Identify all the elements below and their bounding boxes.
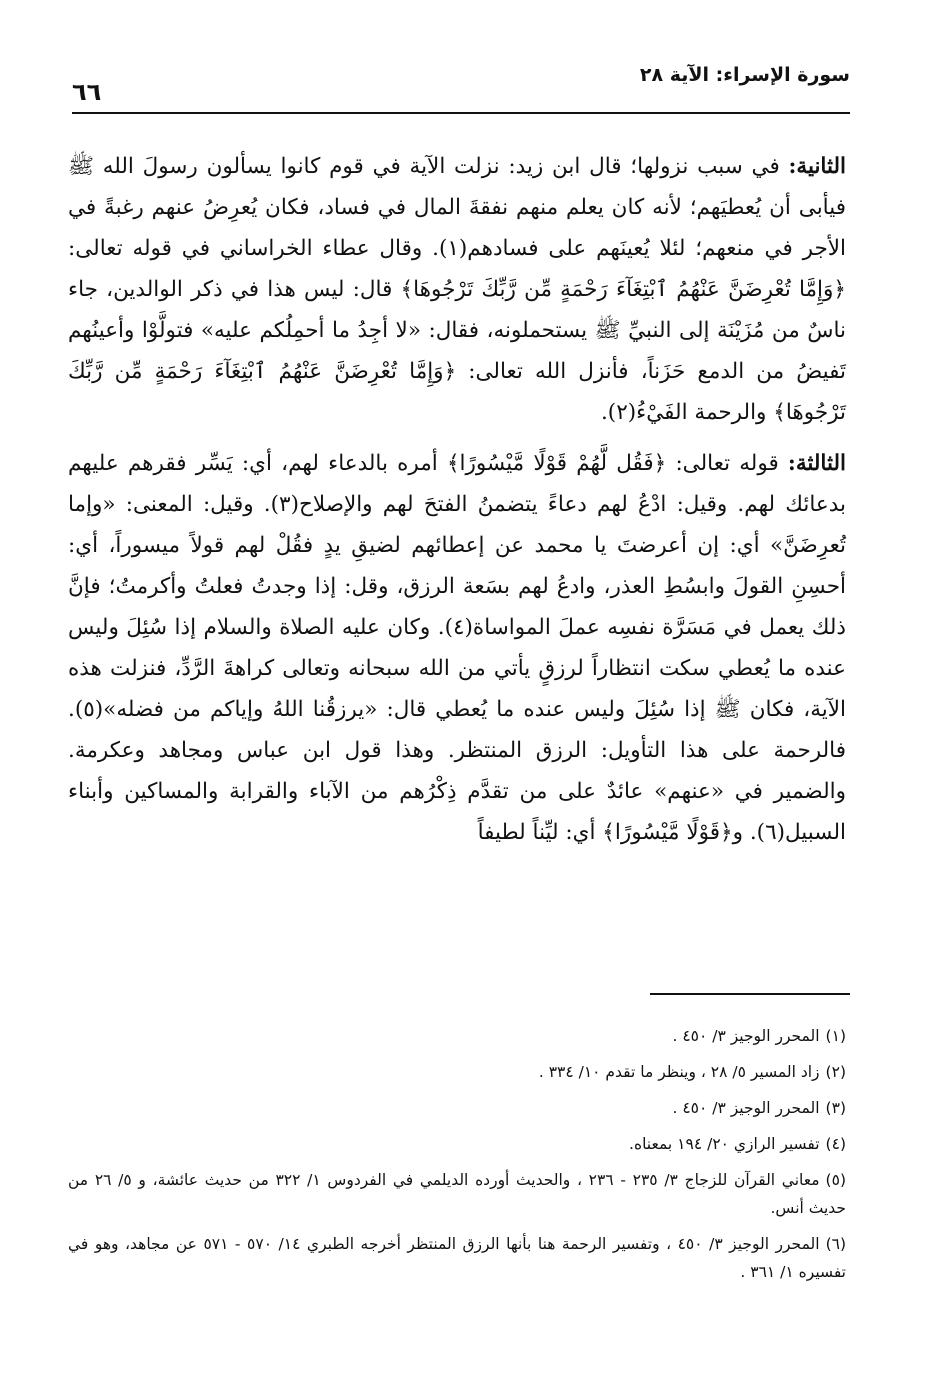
- footnote-text: المحرر الوجيز ٣/ ٤٥٠ .: [672, 1027, 820, 1045]
- running-title: سورة الإسراء: الآية ٢٨: [639, 64, 850, 86]
- footnote: [68, 1058, 846, 1086]
- footnote-number: (٦): [825, 1235, 847, 1253]
- footnote-number: (٣): [825, 1099, 846, 1117]
- footnote-text: تفسير الرازي ٢٠/ ١٩٤ بمعناه.: [629, 1135, 820, 1153]
- paragraph-third: [68, 443, 846, 853]
- footnote: [68, 1022, 846, 1050]
- footnote: [68, 1094, 846, 1122]
- footnotes: [68, 1022, 846, 1294]
- footnote: [68, 1130, 846, 1158]
- page-header: [72, 62, 850, 106]
- footnote-number: (٥): [825, 1171, 846, 1189]
- paragraph-text: في سبب نزولها؛ قال ابن زيد: نزلت الآية في قوم كانوا يسألون رسولَ الله ﷺ فيأبى أن يُعطيَهم؛ لأنه كان يعلم منهم نفقةَ المال في فساد، فكان يُعرِضُ عنهم رغبةً في الأجر في منعهم؛ لئلا يُعينَهم على فسادهم(١). وقال عطاء الخراساني في قوله تعالى: ﴿وَإِمَّا تُعْرِضَنَّ عَنْهُمُ ٱبْتِغَآءَ رَحْمَةٍ مِّن رَّبِّكَ تَرْجُوهَا﴾ قال: ليس هذا في ذكر الوالدين، جاء ناسٌ من مُزَيْنَة إلى النبيِّ ﷺ يستحملونه، فقال: «لا أجِدُ ما أحمِلُكم عليه» فتولَّوْا وأعينُهم تَفيضُ من الدمع حَزَناً، فأنزل الله تعالى: ﴿وَإِمَّا تُعْرِضَنَّ عَنْهُمُ ٱبْتِغَآءَ رَحْمَةٍ مِّن رَّبِّكَ تَرْجُوهَا﴾ والرحمة الفَيْءُ(٢).: [68, 154, 846, 425]
- footnote-number: (١): [825, 1027, 846, 1045]
- footnote-text: معاني القرآن للزجاج ٣/ ٢٣٥ - ٢٣٦ ، والحديث أورده الديلمي في الفردوس ١/ ٣٢٢ من حديث عائشة، و ٥/ ٢٦ من حديث أنس.: [68, 1171, 846, 1217]
- paragraph-second: [68, 146, 846, 433]
- paragraph-lead: الثانية:: [788, 154, 846, 179]
- paragraph-text: قوله تعالى: ﴿فَقُل لَّهُمْ قَوْلًا مَّيْسُورًا﴾ أمره بالدعاء لهم، أي: يَسِّر فقرهم عليهم بدعائك لهم. وقيل: ادْعُ لهم دعاءً يتضمنُ الفتحَ لهم والإصلاح(٣). وقيل: المعنى: «وإما تُعرِضَنَّ» أي: إن أعرضتَ يا محمد عن إعطائهم لضيقِ يدٍ فقُلْ لهم قولاً ميسوراً، أي: أحسِنِ القولَ وابسُطِ العذر، وادعُ لهم بسَعة الرزق، وقل: إذا وجدتُ فعلتُ وأكرمتُ؛ فإنَّ ذلك يعمل في مَسَرَّة نفسِه عملَ المواساة(٤). وكان عليه الصلاة والسلام إذا سُئِلَ وليس عنده ما يُعطي سكت انتظاراً لرزقٍ يأتي من الله سبحانه وتعالى كراهةَ الرَّدِّ، فنزلت هذه الآية، فكان ﷺ إذا سُئِلَ وليس عنده ما يُعطي قال: «يرزقُنا اللهُ وإياكم من فضله»(٥). فالرحمة على هذا التأويل: الرزق المنتظر. وهذا قول ابن عباس ومجاهد وعكرمة. والضمير في «عنهم» عائدٌ على من تقدَّم ذِكْرُهم من الآباء والقرابة والمساكين وأبناء السبيل(٦). و﴿قَوْلًا مَّيْسُورًا﴾ أي: ليِّناً لطيفاً: [68, 451, 846, 845]
- main-text: [68, 146, 846, 863]
- header-rule: [72, 112, 850, 114]
- page-number: ٦٦: [72, 78, 102, 106]
- footnote-number: (٤): [825, 1135, 846, 1153]
- footnote-text: زاد المسير ٥/ ٢٨ ، وينظر ما تقدم ١٠/ ٣٣٤ .: [538, 1063, 820, 1081]
- footnote-rule: [650, 993, 850, 995]
- footnote-text: المحرر الوجيز ٣/ ٤٥٠ ، وتفسير الرحمة هنا بأنها الرزق المنتظر أخرجه الطبري ١٤/ ٥٧٠ - ٥٧١ عن مجاهد، وهو في تفسيره ١/ ٣٦١ .: [68, 1235, 846, 1281]
- footnote: [68, 1166, 846, 1222]
- paragraph-lead: الثالثة:: [787, 451, 846, 476]
- footnote-text: المحرر الوجيز ٣/ ٤٥٠ .: [672, 1099, 820, 1117]
- footnote: [68, 1230, 846, 1286]
- footnote-number: (٢): [825, 1063, 846, 1081]
